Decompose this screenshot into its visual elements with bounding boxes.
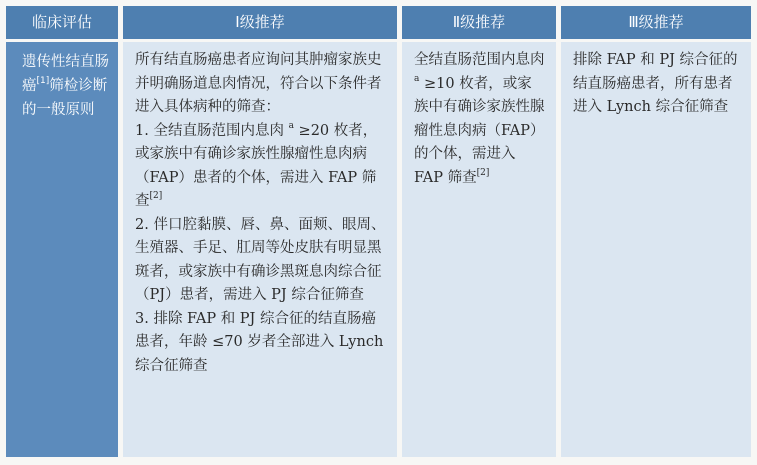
- cell-clinical-assessment: [6, 42, 118, 457]
- assessment-text: [6, 42, 118, 122]
- cell-level-1: [123, 42, 397, 457]
- level2-text-a: 全结直肠范围内息肉: [414, 52, 545, 68]
- assessment-ref: [1]: [36, 76, 50, 87]
- level3-text: 排除 FAP 和 PJ 综合征的结直肠癌患者，所有患者进入 Lynch 综合征筛查: [573, 52, 738, 115]
- level1-item3: 3. 排除 FAP 和 PJ 综合征的结直肠癌患者，年龄 ≤70 岁者全部进入 Lynch 综合征筛查: [135, 310, 384, 374]
- level2-ref: [2]: [476, 167, 490, 178]
- header-level-1: Ⅰ级推荐: [123, 6, 397, 39]
- level1-item1-sup: a: [288, 120, 294, 131]
- level2-sup: a: [414, 73, 420, 84]
- level2-text-b: ≥10 枚者，或家族中有确诊家族性腺瘤性息肉病（FAP）的个体，需进入 FAP 筛查: [414, 75, 545, 186]
- level1-item1: [135, 120, 387, 214]
- header-level-3: Ⅲ级推荐: [561, 6, 751, 39]
- level1-item1-ref: [2]: [149, 191, 163, 202]
- level1-item2: 2. 伴口腔黏膜、唇、鼻、面颊、眼周、生殖器、手足、肛周等处皮肤有明显黑斑者，或家族中有确诊黑斑息肉综合征（PJ）患者，需进入 PJ 综合征筛查: [135, 216, 386, 303]
- level1-item1-b: ≥20 枚者，或家族中有确诊家族性腺瘤性息肉病（FAP）患者的个体，需进入 FAP 筛查: [135, 122, 378, 209]
- level2-text: [402, 42, 556, 190]
- assessment-text-a: 遗传性结直肠癌: [22, 54, 109, 94]
- assessment-text-b: 筛检诊断的一般原则: [22, 78, 108, 118]
- level1-item1-a: 1. 全结直肠范围内息肉: [135, 122, 284, 139]
- level1-text: [123, 42, 397, 378]
- header-clinical-assessment: 临床评估: [6, 6, 118, 39]
- cell-level-2: [402, 42, 556, 457]
- header-level-2: Ⅱ级推荐: [402, 6, 556, 39]
- level1-intro: 所有结直肠癌患者应询问其肿瘤家族史并明确肠道息肉情况，符合以下条件者进入具体病种的筛查：: [135, 52, 382, 115]
- cell-level-3: [561, 42, 751, 457]
